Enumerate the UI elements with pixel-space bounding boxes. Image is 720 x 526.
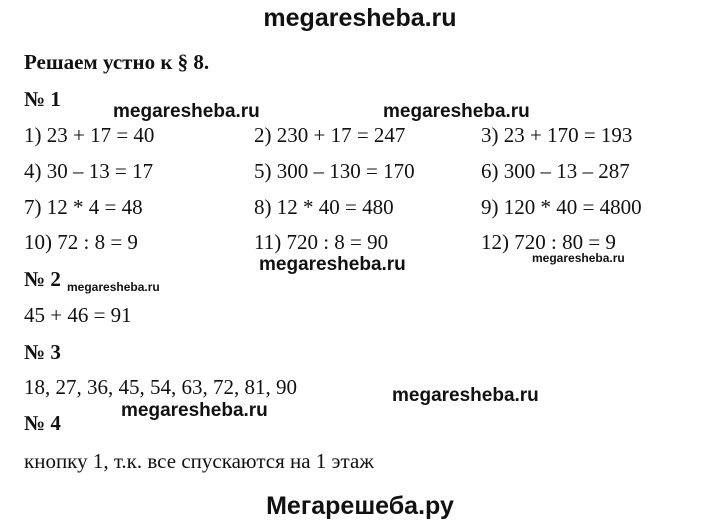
task-2-heading: № 2 <box>24 267 61 291</box>
task-1-item: 9) 120 * 40 = 4800 <box>481 195 642 219</box>
task-1-item: 8) 12 * 40 = 480 <box>254 195 394 219</box>
task-4-heading: № 4 <box>24 411 61 435</box>
page-title: Решаем устно к § 8. <box>24 50 210 74</box>
task-1-item: 3) 23 + 170 = 193 <box>481 123 633 147</box>
watermark: megaresheba.ru <box>121 400 268 421</box>
task-3-heading: № 3 <box>24 340 61 364</box>
watermark: megaresheba.ru <box>113 101 260 122</box>
watermark: megaresheba.ru <box>383 101 530 122</box>
task-1-item: 2) 230 + 17 = 247 <box>254 123 406 147</box>
watermark: megaresheba.ru <box>392 385 539 406</box>
task-1-item: 7) 12 * 4 = 48 <box>24 195 143 219</box>
watermark: megaresheba.ru <box>67 280 160 294</box>
task-1-item: 4) 30 – 13 = 17 <box>24 159 154 183</box>
watermark: megaresheba.ru <box>259 254 406 275</box>
site-footer: Мегарешеба.ру <box>266 492 454 520</box>
task-1-item: 1) 23 + 17 = 40 <box>24 123 155 147</box>
task-1-item: 10) 72 : 8 = 9 <box>24 230 138 254</box>
task-1-item: 11) 720 : 8 = 90 <box>254 230 389 254</box>
task-1-item: 5) 300 – 130 = 170 <box>254 159 415 183</box>
task-4-answer: кнопку 1, т.к. все спускаются на 1 этаж <box>24 449 374 473</box>
site-header: megaresheba.ru <box>263 4 457 32</box>
task-1-heading: № 1 <box>24 87 61 111</box>
task-2-answer: 45 + 46 = 91 <box>24 303 132 327</box>
task-1-item: 6) 300 – 13 – 287 <box>481 159 630 183</box>
task-1-item: 12) 720 : 80 = 9 <box>481 230 616 254</box>
task-3-answer: 18, 27, 36, 45, 54, 63, 72, 81, 90 <box>24 375 297 399</box>
watermark: megaresheba.ru <box>532 251 625 265</box>
